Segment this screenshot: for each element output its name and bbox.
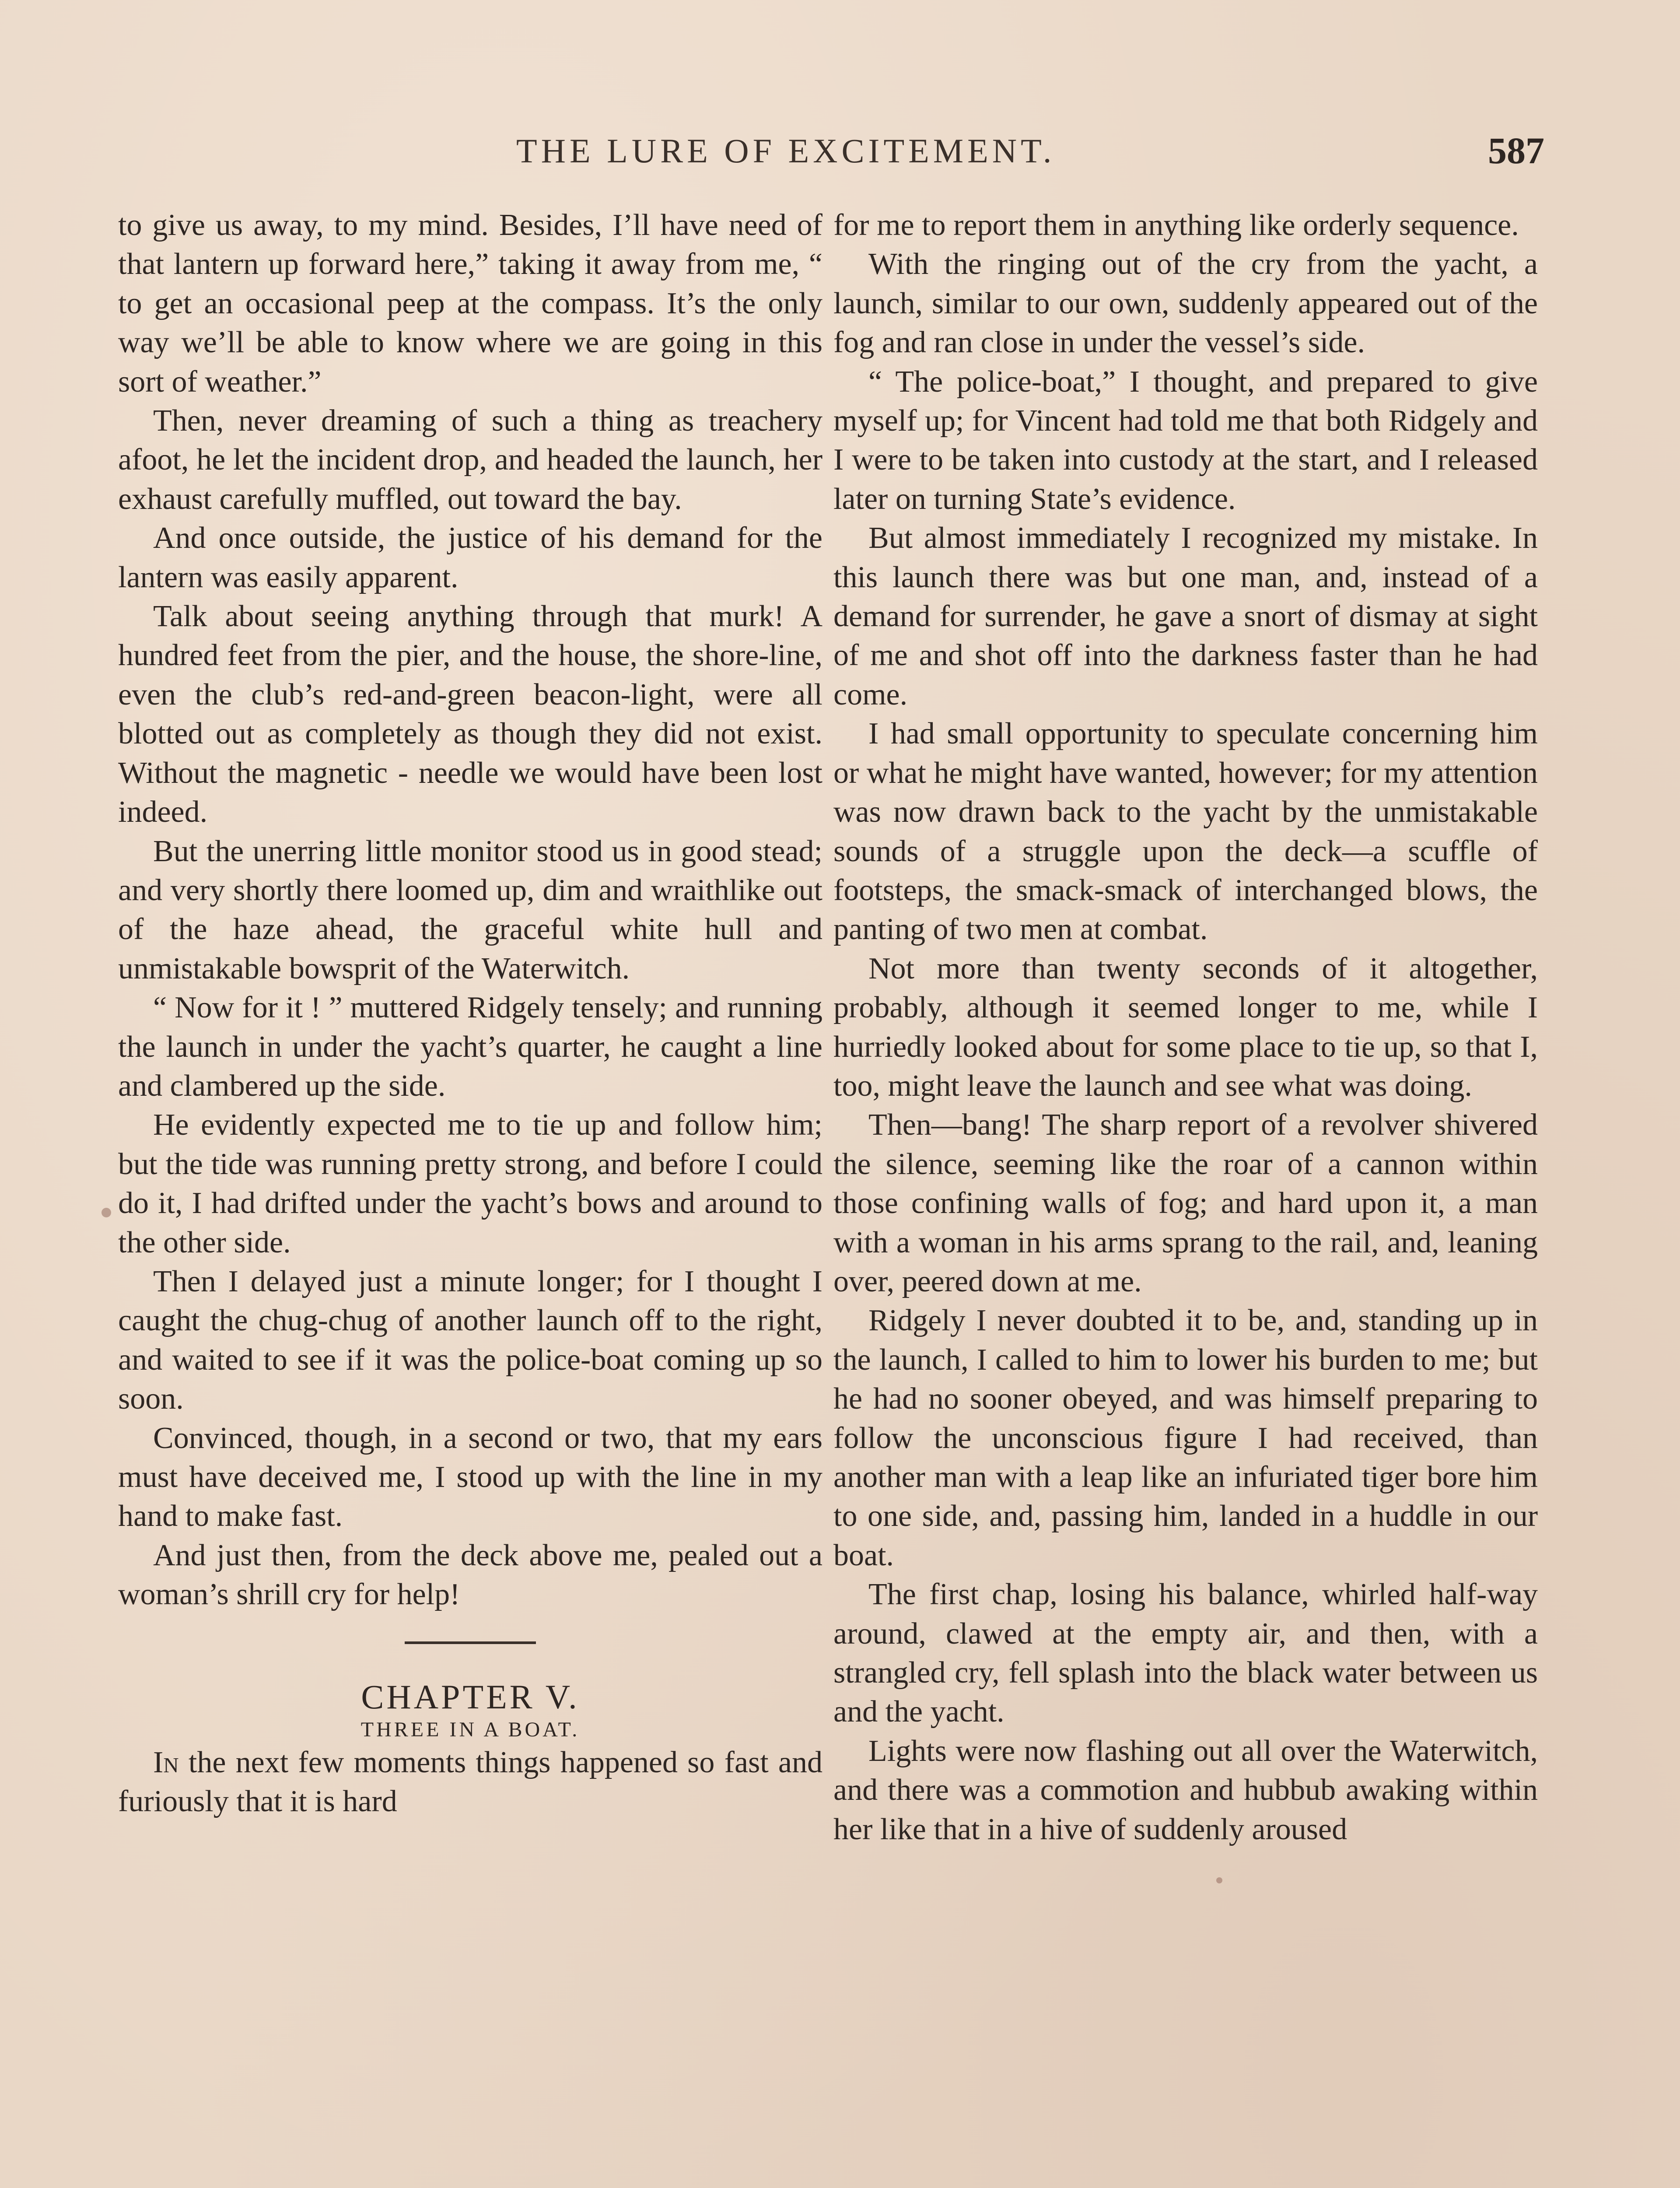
page-number: 587 (1488, 130, 1544, 172)
paragraph: He evidently expected me to tie up and follow him; but the tide was running pretty strong, and before I could do it, I had drifted under the yacht’s bows and around to the other side. (118, 1108, 822, 1259)
paragraph: The first chap, losing his balance, whirled half-way around, clawed at the empty air, and then, with a strangled cry, fell splash into the black water between us and the yacht. (833, 1578, 1538, 1729)
paper-stain (1216, 1877, 1222, 1883)
paragraph: With the ringing out of the cry from the yacht, a launch, similar to our own, suddenly appeared out of the fog and ran close in under the vessel’s side. (833, 247, 1538, 360)
paragraph: Ridgely I never doubted it to be, and, standing up in the launch, I called to him to lower his burden to me; but he had no sooner obeyed, and was himself preparing to follow the unconscious figure I had received, than another man with a leap like an infuriated tiger bore him to one side, and, passing him, landed in a huddle in our boat. (833, 1304, 1538, 1572)
chapter-opening-first-word: In (153, 1745, 179, 1779)
paper-stain (102, 1208, 111, 1217)
paragraph: But the unerring little monitor stood us in good stead; and very shortly there loomed up, dim and wraithlike out of the haze ahead, the graceful white hull and unmistakable bowsprit of the Waterwitch. (118, 834, 822, 985)
paragraph: I had small opportunity to speculate concerning him or what he might have wanted, however; for my attention was now drawn back to the yacht by the unmistakable sounds of a struggle upon the deck—a scuffle of footsteps, the smack-smack of interchanged blows, the panting of two men at combat. (833, 717, 1538, 947)
page-header (118, 131, 1544, 179)
running-title: THE LURE OF EXCITEMENT. (516, 132, 1056, 170)
chapter-subtitle: THREE IN A BOAT. (360, 1718, 580, 1741)
chapter-opening-text: the next few moments things happened so fast and furiously that it is hard (118, 1745, 822, 1819)
paragraph: “ The police-boat,” I thought, and prepared to give myself up; for Vincent had told me that both Ridgely and I were to be taken into custody at the start, and I released later on turning State’s evidence. (833, 365, 1538, 516)
section-divider (405, 1641, 536, 1644)
chapter-opening-paragraph (118, 1743, 822, 1821)
paragraph: And once outside, the justice of his demand for the lantern was easily apparent. (118, 521, 822, 594)
paragraph: Talk about seeing anything through that murk! A hundred feet from the pier, and the house, the shore-line, even the club’s red-and-green beacon-light, were all blotted out as completely as though they did not exist. Without the magnetic - needle we would have been lost indeed. (118, 600, 822, 829)
paragraph: Then—bang! The sharp report of a revolver shivered the silence, seeming like the roar of a cannon within those confining walls of fog; and hard upon it, a man with a woman in his arms sprang to the rail, and, leaning over, peered down at me. (833, 1108, 1538, 1298)
paragraph: Not more than twenty seconds of it altogether, probably, although it seemed longer to me, while I hurriedly looked about for some place to tie up, so that I, too, might leave the launch and see what was doing. (833, 951, 1538, 1103)
paragraph: Then I delayed just a minute longer; for I thought I caught the chug-chug of another launch off to the right, and waited to see if it was the police-boat coming up so soon. (118, 1264, 822, 1416)
paragraph: But almost immediately I recognized my mistake. In this launch there was but one man, and, instead of a demand for surrender, he gave a snort of dismay at sight of me and shot off into the darkness faster than he had come. (833, 521, 1538, 712)
paragraph: “ Now for it ! ” muttered Ridgely tensely; and running the launch in under the yacht’s quarter, he caught a line and clambered up the side. (118, 991, 822, 1103)
paragraph: to give us away, to my mind. Besides, I’ll have need of that lantern up forward here,” taking it away from me, “ to get an occasional peep at the compass. It’s the only way we’ll be able to know where we are going in this sort of weather.” (118, 208, 822, 399)
paragraph: Convinced, though, in a second or two, that my ears must have deceived me, I stood up with the line in my hand to make fast. (118, 1421, 822, 1533)
chapter-title: CHAPTER V. (361, 1677, 580, 1716)
paragraph: for me to report them in anything like orderly sequence. (833, 208, 1519, 242)
left-column (118, 206, 822, 1821)
paragraph: Lights were now flashing out all over the Waterwitch, and there was a commotion and hubbub awaking within her like that in a hive of suddenly aroused (833, 1734, 1538, 1846)
right-column (833, 206, 1538, 1849)
paragraph: And just then, from the deck above me, pealed out a woman’s shrill cry for help! (118, 1538, 822, 1612)
paragraph: Then, never dreaming of such a thing as treachery afoot, he let the incident drop, and headed the launch, her exhaust carefully muffled, out toward the bay. (118, 404, 822, 516)
